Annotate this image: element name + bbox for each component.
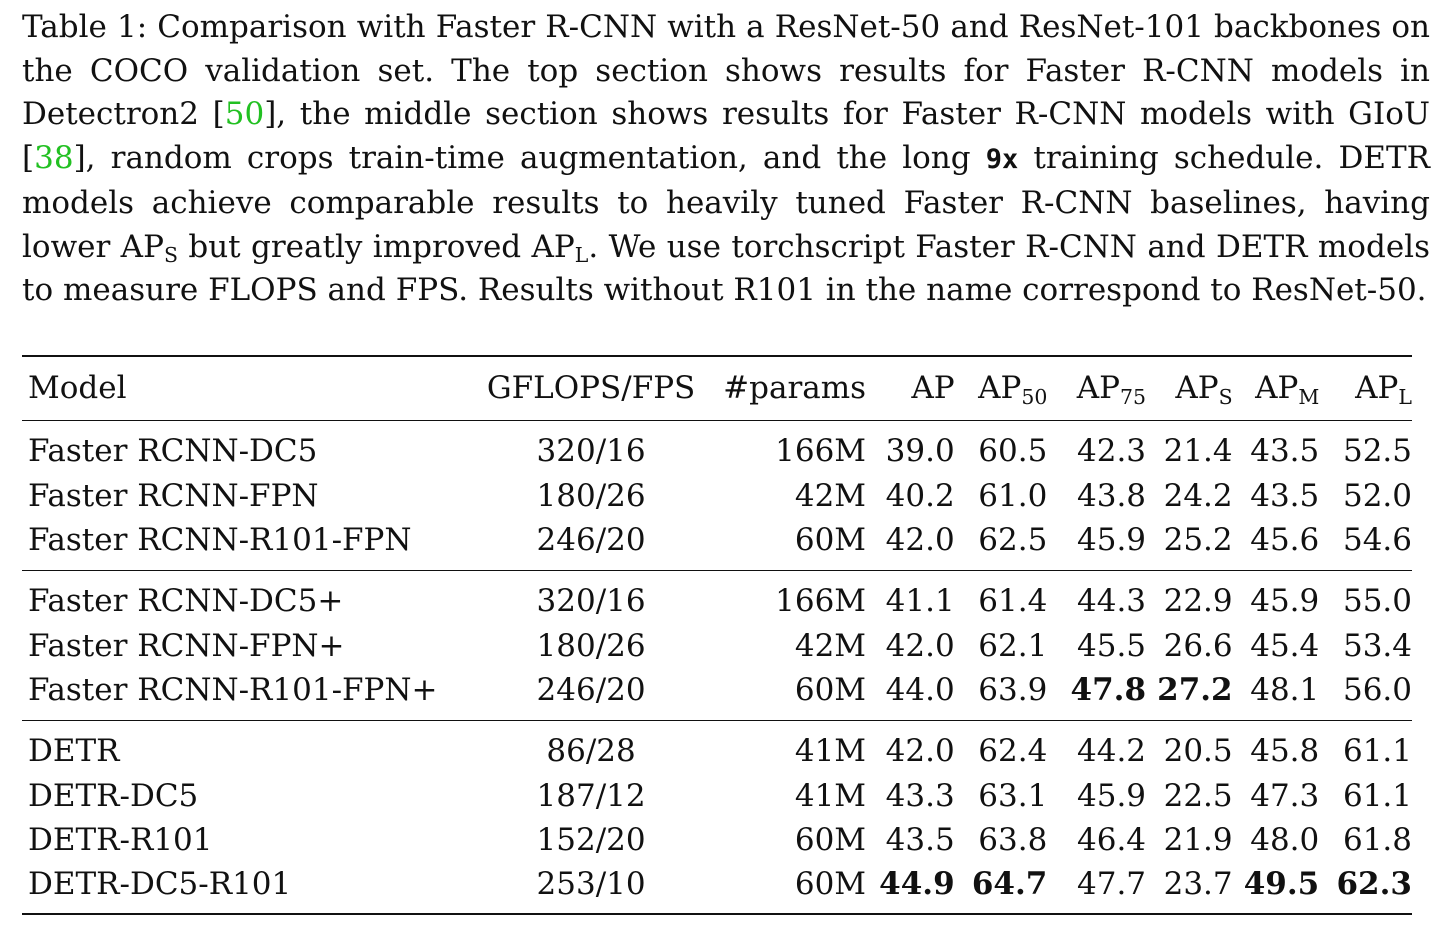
header-apm	[1233, 356, 1320, 420]
cell-gflops-fps: 246/20	[536, 671, 646, 708]
cell-ap: 42.0	[885, 521, 955, 558]
cell-params: 41M	[794, 778, 867, 814]
cell-gflops-fps: 86/28	[465, 720, 717, 774]
cell-apl: 53.4	[1342, 628, 1412, 664]
cell-apm: 43.5	[1250, 433, 1320, 470]
cell-ap: 39.0	[885, 433, 955, 470]
cell-apm: 45.6	[1250, 521, 1320, 558]
table-row	[22, 474, 1412, 518]
subscript: L	[1398, 384, 1412, 409]
cell-model: Faster RCNN-FPN	[28, 478, 319, 514]
cell-apm: 48.0	[1250, 822, 1320, 858]
cell-aps: 21.4	[1163, 433, 1233, 470]
header-row	[22, 356, 1412, 420]
table-row	[22, 420, 1412, 474]
cell-model: DETR-DC5	[28, 778, 199, 814]
caption-text: but greatly improved AP	[177, 228, 575, 265]
cell-apm: 48.1	[1250, 671, 1320, 708]
cell-gflops-fps: 253/10	[536, 865, 646, 902]
cell-apm: 49.5	[1243, 865, 1320, 902]
cell-ap75: 44.2	[1047, 720, 1146, 774]
schedule-code: 9x	[985, 144, 1019, 176]
table-row	[22, 518, 1412, 570]
cell-ap: 44.9	[879, 865, 955, 902]
cell-apl: 61.8	[1342, 822, 1412, 858]
cell-aps: 27.2	[1157, 671, 1233, 708]
cell-params: 60M	[794, 671, 867, 708]
header-params: #params	[717, 356, 866, 420]
cell-aps: 26.6	[1163, 628, 1233, 664]
cell-params: 60M	[794, 822, 867, 858]
header-ap50	[955, 356, 1048, 420]
cell-gflops-fps: 152/20	[536, 822, 646, 858]
cell-params: 166M	[775, 433, 867, 470]
cell-ap50: 63.8	[978, 822, 1048, 858]
cell-model: DETR-DC5-R101	[28, 865, 292, 902]
subscript: M	[1298, 384, 1320, 409]
table-caption	[22, 6, 1430, 313]
cell-ap75: 46.4	[1077, 822, 1147, 858]
header-aps	[1146, 356, 1233, 420]
subscript: S	[163, 243, 178, 268]
cell-ap50: 62.4	[955, 720, 1048, 774]
cell-model: Faster RCNN-DC5	[28, 433, 318, 470]
header-gflops-fps: GFLOPS/FPS	[465, 356, 717, 420]
cell-ap: 42.0	[885, 628, 955, 664]
caption-text: Table 1: Comparison with Faster R-CNN with a ResNet-50 and ResNet-101 backbones on the COCO validation set. The top section shows results for Faster R-CNN models in Detectron2 [	[22, 9, 1430, 133]
table-row	[22, 570, 1412, 624]
table-section	[22, 720, 1412, 914]
cell-ap75: 45.9	[1077, 521, 1147, 558]
cell-params: 60M	[794, 521, 867, 558]
results-table	[22, 355, 1412, 915]
cell-apl: 61.1	[1319, 720, 1412, 774]
cell-ap75: 45.5	[1077, 628, 1147, 664]
cell-gflops-fps: 246/20	[536, 521, 646, 558]
cell-apl: 56.0	[1342, 671, 1412, 708]
cell-gflops-fps: 180/26	[536, 478, 646, 514]
table-section	[22, 420, 1412, 570]
caption-text: training schedule. DETR models achieve comparable results to heavily tuned Faster R-CNN baselines, having lower AP	[22, 140, 1431, 265]
cell-ap: 42.0	[866, 720, 955, 774]
cell-apm: 45.8	[1233, 720, 1320, 774]
cell-ap75: 42.3	[1077, 433, 1147, 470]
cell-ap75: 47.7	[1077, 865, 1147, 902]
cell-ap50: 61.0	[978, 478, 1048, 514]
cell-apm: 45.4	[1250, 628, 1320, 664]
cell-gflops-fps: 320/16	[536, 433, 646, 470]
cell-apm: 47.3	[1250, 778, 1320, 814]
table-header	[22, 356, 1412, 420]
cell-apl: 61.1	[1342, 778, 1412, 814]
table-row	[22, 862, 1412, 914]
cell-params: 42M	[794, 628, 867, 664]
cell-params: 166M	[717, 570, 866, 624]
cell-ap50: 60.5	[978, 433, 1048, 470]
caption-text: ], the middle section shows results for Faster R-CNN models with GIoU [	[22, 96, 1430, 177]
caption-text: . We use torchscript Faster R-CNN and DETR models to measure FLOPS and FPS. Results without R101 in the name correspond to ResNet-50.	[22, 228, 1430, 309]
cell-model: DETR	[22, 720, 465, 774]
cell-ap50: 63.1	[978, 778, 1048, 814]
cell-model: Faster RCNN-R101-FPN	[28, 521, 412, 558]
cell-gflops-fps: 180/26	[536, 628, 646, 664]
header-model: Model	[22, 356, 465, 420]
cell-gflops-fps: 187/12	[536, 778, 646, 814]
header-label: AP	[1175, 370, 1219, 407]
cell-gflops-fps: 320/16	[465, 570, 717, 624]
table-row	[22, 720, 1412, 774]
cell-params: 42M	[794, 478, 867, 514]
cell-apm: 45.9	[1233, 570, 1320, 624]
cell-ap50: 63.9	[978, 671, 1048, 708]
cell-ap75: 45.9	[1077, 778, 1147, 814]
header-label: AP	[978, 370, 1022, 407]
subscript: S	[1218, 384, 1233, 409]
subscript: L	[574, 243, 589, 268]
cell-ap: 44.0	[885, 671, 955, 708]
cell-ap50: 62.5	[978, 521, 1048, 558]
cell-aps: 22.5	[1163, 778, 1233, 814]
cell-ap: 43.3	[885, 778, 955, 814]
cell-ap: 43.5	[885, 822, 955, 858]
cell-ap: 40.2	[885, 478, 955, 514]
cell-params: 60M	[794, 865, 867, 902]
cell-ap50: 61.4	[955, 570, 1048, 624]
table-row	[22, 668, 1412, 720]
cell-model: Faster RCNN-DC5+	[22, 570, 465, 624]
cell-apm: 43.5	[1250, 478, 1320, 514]
table-row	[22, 774, 1412, 818]
header-ap: AP	[866, 356, 955, 420]
header-label: AP	[1355, 370, 1399, 407]
cell-ap50: 62.1	[978, 628, 1048, 664]
cell-model: Faster RCNN-R101-FPN+	[28, 671, 438, 708]
table-section	[22, 570, 1412, 720]
header-label: AP	[1076, 370, 1121, 407]
cell-ap50: 64.7	[971, 865, 1048, 902]
cell-ap75: 44.3	[1047, 570, 1146, 624]
table-row	[22, 624, 1412, 668]
cell-ap75: 47.8	[1070, 671, 1147, 708]
cell-ap75: 43.8	[1077, 478, 1147, 514]
cell-aps: 25.2	[1163, 521, 1233, 558]
header-apl	[1319, 356, 1412, 420]
cell-aps: 21.9	[1163, 822, 1233, 858]
cell-params: 41M	[717, 720, 866, 774]
subscript: 75	[1120, 384, 1147, 409]
cell-model: Faster RCNN-FPN+	[28, 628, 345, 664]
caption-text: ], random crops train-time augmentation, and the long	[73, 140, 986, 177]
subscript: 50	[1021, 384, 1048, 409]
cell-aps: 23.7	[1163, 865, 1233, 902]
header-label: AP	[1255, 370, 1299, 407]
cell-apl: 52.0	[1342, 478, 1412, 514]
cell-apl: 62.3	[1336, 865, 1412, 902]
cell-ap: 41.1	[866, 570, 955, 624]
citation-link[interactable]: 50	[224, 96, 265, 133]
cell-aps: 24.2	[1163, 478, 1233, 514]
cell-aps: 20.5	[1146, 720, 1233, 774]
cell-apl: 52.5	[1342, 433, 1412, 470]
cell-apl: 55.0	[1319, 570, 1412, 624]
table-row	[22, 818, 1412, 862]
citation-link[interactable]: 38	[34, 140, 74, 177]
cell-aps: 22.9	[1146, 570, 1233, 624]
cell-model: DETR-R101	[28, 822, 213, 858]
header-ap75	[1047, 356, 1146, 420]
cell-apl: 54.6	[1342, 521, 1412, 558]
